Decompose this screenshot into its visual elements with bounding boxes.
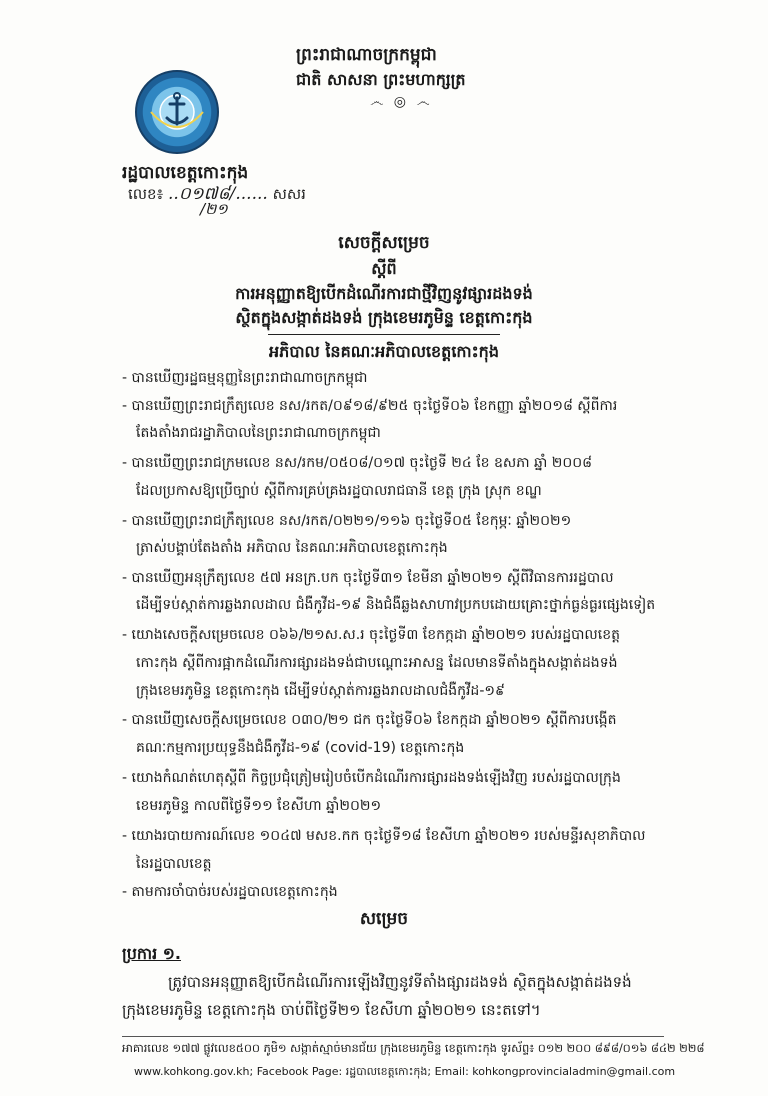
reference-line: ដើម្បីទប់ស្កាត់ការឆ្លងរាលដាល ជំងឺកូវីដ-១៩ និងជំងឺឆ្លងសាហាវប្រកបដោយគ្រោះថ្នាក់ធ្ងន់ធ្ងរផ្សេងទៀត — [136, 597, 656, 613]
kingdom-heading: ព្រះរាជាណាចក្រកម្ពុជា — [296, 45, 437, 65]
reference-line: ត្រាស់បង្គាប់តែងតាំង អភិបាល នៃគណៈអភិបាលខេត្តកោះកុង — [136, 540, 448, 556]
reference-line: - យោងសេចក្តីសម្រេចលេខ ០៦៦/២១ស.ស.រ ចុះថ្ងៃទី៣ ខែកក្កដា ឆ្នាំ២០២១ របស់រដ្ឋបាលខេត្ត — [122, 627, 620, 643]
reference-line: គណៈកម្មការប្រយុទ្ធនឹងជំងឺកូវីដ-១៩ (covid-19) ខេត្តកោះកុង — [136, 740, 465, 756]
anchor-emblem-icon — [137, 72, 217, 152]
article-1-label: ប្រការ ១. — [122, 944, 181, 963]
reference-line: - បានឃើញព្រះរាជក្រឹត្យលេខ នស/រកត/០២២១/១១៦ ចុះថ្ងៃទី០៥ ខែកុម្ភៈ ឆ្នាំ២០២១ — [122, 513, 572, 529]
reference-number: ..០១៧៨/...... — [167, 184, 268, 204]
title-divider — [268, 334, 500, 335]
reference-year: /២១ — [200, 200, 228, 218]
reference-line: - យោងកំណត់ហេតុស្តីពី កិច្ចប្រជុំត្រៀមរៀបចំបើកដំណើរការផ្សារដងទង់ឡើងវិញ របស់រដ្ឋបាលក្រុង — [122, 770, 621, 786]
reference-label: លេខ៖ — [128, 185, 164, 203]
reference-line: - បានឃើញសេចក្តីសម្រេចលេខ ០៣០/២១ ជក ចុះថ្ងៃទី០៦ ខែកក្កដា ឆ្នាំ២០២១ ស្តីពីការបង្កើត — [122, 712, 617, 728]
reference-line: - បានឃើញអនុក្រឹត្យលេខ ៥៧ អនក្រ.បក ចុះថ្ងៃទី៣១ ខែមីនា ឆ្នាំ២០២១ ស្តីពីវិធានការរដ្ឋបាល — [122, 570, 614, 586]
reference-line: - យោងរបាយការណ៍លេខ ១០៤៧ មសខ.កក ចុះថ្ងៃទី១៨ ខែសីហា ឆ្នាំ២០២១ របស់មន្ទីរសុខាភិបាល — [122, 828, 646, 844]
reference-suffix: សសរ — [272, 185, 306, 203]
reference-line: - បានឃើញព្រះរាជក្រមលេខ នស/រកម/០៥០៨/០១៧ ចុះថ្ងៃទី ២៤ ខែ ឧសភា ឆ្នាំ ២០០៨ — [122, 455, 593, 471]
reference-line: ខេមរភូមិន្ទ កាលពីថ្ងៃទី១១ ខែសីហា ឆ្នាំ២០២១ — [136, 798, 382, 814]
decision-heading: សម្រេច — [359, 909, 409, 929]
subject-line-1: ការអនុញ្ញាតឱ្យបើកដំណើរការជាថ្មីវិញនូវផ្សារដងទង់ — [235, 284, 533, 303]
reference-line: នៃរដ្ឋបាលខេត្ត — [136, 856, 212, 872]
reference-line: ក្រុងខេមរភូមិន្ទ ខេត្តកោះកុង ដើម្បីទប់ស្កាត់ការឆ្លងរាលដាលជំងឺកូវីដ-១៩ — [136, 683, 505, 699]
article-1-text-line: ក្រុងខេមរភូមិន្ទ ខេត្តកោះកុង ចាប់ពីថ្ងៃទី២១ ខែសីហា ឆ្នាំ២០២១ នេះតទៅ។ — [122, 1001, 541, 1019]
reference-line: ដែលប្រកាសឱ្យប្រើច្បាប់ ស្តីពីការគ្រប់គ្រងរដ្ឋបាលរាជធានី ខេត្ត ក្រុង ស្រុក ខណ្ឌ — [136, 483, 542, 499]
document-type-title: សេចក្តីសម្រេច — [338, 233, 430, 253]
header-ornament: ෴ ◎ ෴ — [370, 94, 433, 110]
reference-line: តែងតាំងរាជរដ្ឋាភិបាលនៃព្រះរាជាណាចក្រកម្ពុជា — [136, 425, 381, 441]
provincial-seal-logo — [135, 70, 219, 154]
footer-contacts: www.kohkong.gov.kh; Facebook Page: រដ្ឋបាលខេត្តកោះកុង; Email: kohkongprovincialadmin@gmail.com — [134, 1065, 676, 1078]
subject-line-2: ស្ថិតក្នុងសង្កាត់ដងទង់ ក្រុងខេមរភូមិន្ទ ខេត្តកោះកុង — [235, 308, 533, 327]
national-motto: ជាតិ សាសនា ព្រះមហាក្សត្រ — [296, 70, 466, 89]
reference-line: - បានឃើញរដ្ឋធម្មនុញ្ញនៃព្រះរាជាណាចក្រកម្ពុជា — [122, 370, 368, 386]
footer-divider — [122, 1036, 664, 1037]
reference-line: - បានឃើញព្រះរាជក្រឹត្យលេខ នស/រកត/០៩១៨/៩២៥ ចុះថ្ងៃទី០៦ ខែកញ្ញា ឆ្នាំ២០១៨ ស្តីពីការ — [122, 398, 618, 414]
footer-address: អាគារលេខ ១៧៧ ផ្លូវលេខ៥០០ ភូមិ១ សង្កាត់ស្មាច់មានជ័យ ក្រុងខេមរភូមិន្ទ ខេត្តកោះកុង ទូរស័ព្ទ៖ ០១២ ២០០ ៨៩៨/០១៦ ៨៤២ ២២៨ — [122, 1041, 705, 1055]
issuing-authority: រដ្ឋបាលខេត្តកោះកុង — [122, 163, 249, 183]
governor-heading: អភិបាល នៃគណៈអភិបាលខេត្តកោះកុង — [269, 342, 499, 361]
reference-line: - តាមការចាំបាច់របស់រដ្ឋបាលខេត្តកោះកុង — [122, 884, 338, 900]
reference-line: កោះកុង ស្តីពីការផ្អាកដំណើរការផ្សារដងទង់ជាបណ្តោះអាសន្ន ដែលមានទីតាំងក្នុងសង្កាត់ដងទង់ — [136, 655, 618, 671]
about-label: ស្តីពី — [371, 259, 397, 278]
article-1-text-line: ត្រូវបានអនុញ្ញាតឱ្យបើកដំណើរការឡើងវិញនូវទីតាំងផ្សារដងទង់ ស្ថិតក្នុងសង្កាត់ដងទង់ — [168, 973, 632, 991]
